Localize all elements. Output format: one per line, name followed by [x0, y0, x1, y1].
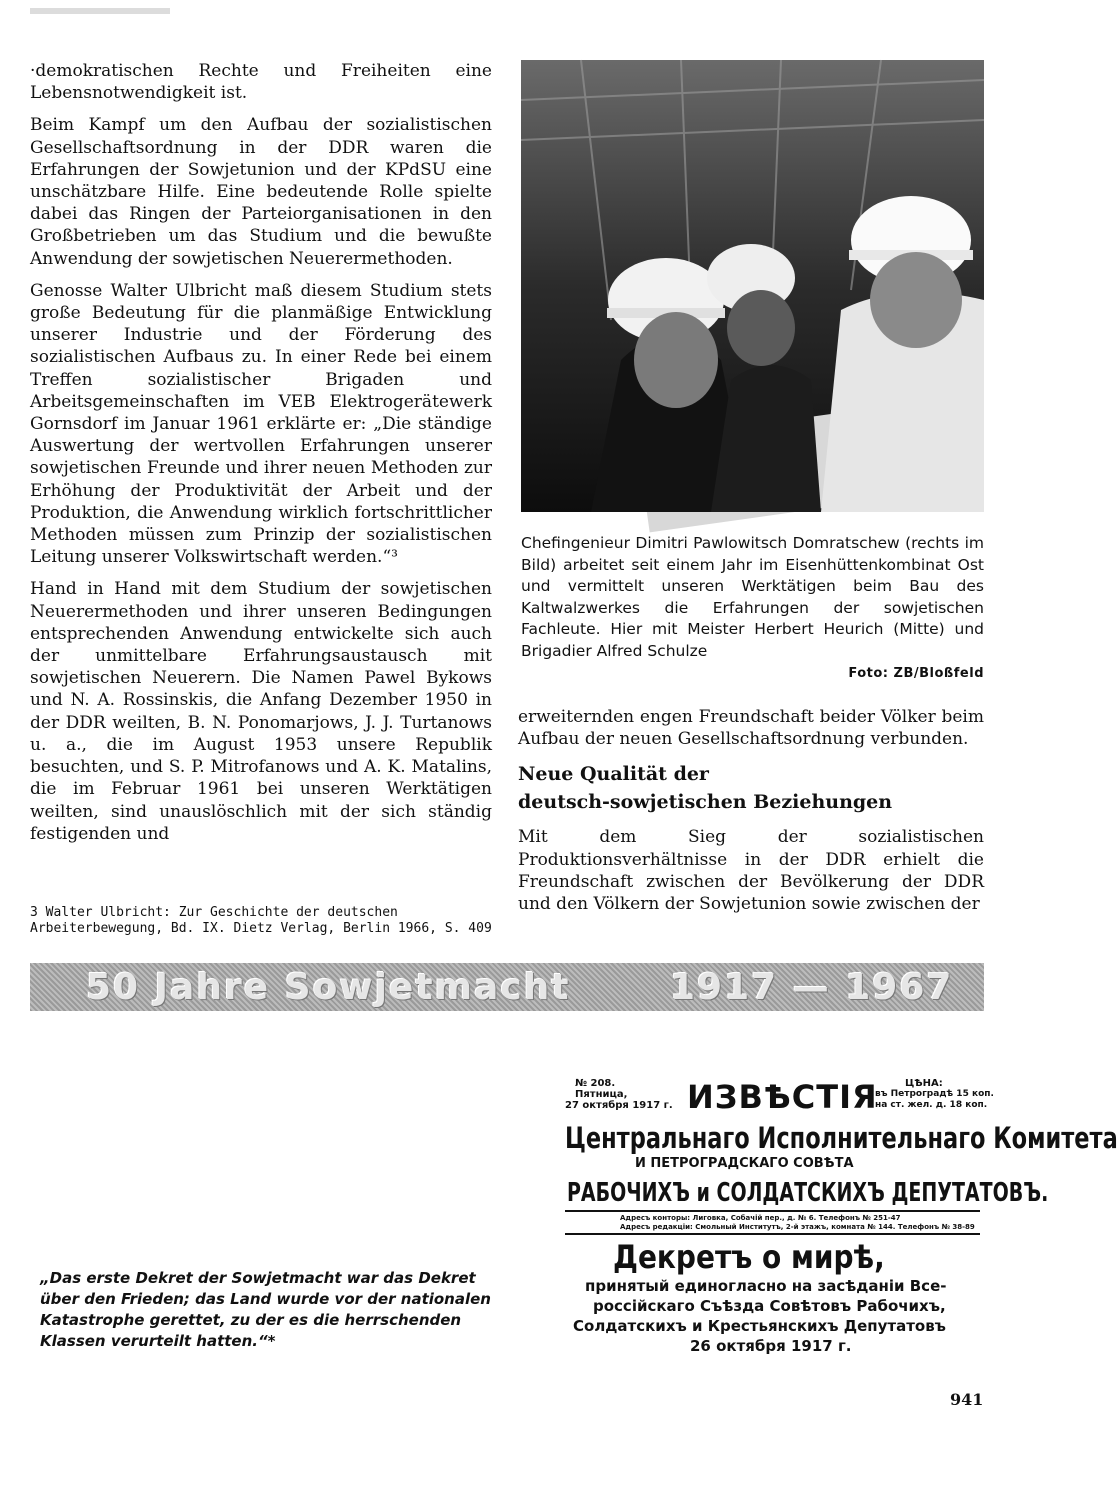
banner-left-text: 50 Jahre Sowjetmacht [86, 967, 571, 1008]
continuation-paragraph: erweiternden engen Freundschaft beider Völker beim Aufbau der neuen Gesellschaftsordnung verbunden. [518, 707, 984, 750]
lenin-quote: „Das erste Dekret der Sowjetmacht war das Dekret über den Frieden; das Land wurde vor der nationalen Katastrophe gerettet, zu der es die herrschenden Klassen verurteilt hatten.“* [40, 1269, 491, 1350]
decree-line-1: принятый единогласно на засѣданіи Все- [585, 1277, 947, 1295]
subtitle-soviet: И ПЕТРОГРАДСКАГО СОВѢТА [635, 1156, 854, 1171]
workers-photo [521, 60, 984, 512]
paragraph-3: Genosse Walter Ulbricht maß diesem Studium stets große Bedeutung für die planmäßige Entwicklung unserer Industrie und der Förderung des sozialistischen Aufbaus zu. In einer Rede bei einem Treffen sozialistischer Brigaden und Arbeitsgemeinschaften im VEB Elektrogerätewerk Gornsdorf im Januar 1961 erklärte er: „Die ständige Auswertung der wertvollen Erfahrungen unserer sowjetischen Freunde und ihrer neuen Methoden zur Erhöhung der Produktivität der Arbeit und der Produktion, die Anwendung wirklich fortschrittlicher Methoden müssen zum Prinzip der sozialistischen Leitung unserer Volkswirtschaft werden.“³ [30, 280, 492, 568]
left-column [30, 60, 492, 855]
masthead-rule [565, 1210, 980, 1212]
caption-text: Chefingenieur Dimitri Pawlowitsch Domratschew (rechts im Bild) arbeitet seit einem Jahr im Eisenhüttenkombinat Ost und vermittelt unseren Werktätigen beim Bau des Kaltwalzwerkes die Erfahrungen der sowjetischen Fachleute. Hier mit Meister Herbert Heurich (Mitte) und Brigadier Alfred Schulze [521, 534, 984, 660]
anniversary-banner [30, 963, 984, 1011]
paragraph-1: ·demokratischen Rechte und Freiheiten eine Lebensnotwendigkeit ist. [30, 61, 492, 104]
photo-caption [521, 533, 984, 684]
price-rail: на ст. жел. д. 18 коп. [875, 1100, 988, 1110]
issue-weekday: Пятница, [575, 1089, 628, 1100]
masthead-title: ИЗВѢСТІЯ [687, 1078, 878, 1116]
section-heading [518, 760, 984, 816]
decree-line-2: россійскаго Съѣзда Совѣтовъ Рабочихъ, [593, 1297, 946, 1315]
issue-number: № 208. [575, 1078, 616, 1089]
price-city: въ Петроградѣ 15 коп. [875, 1089, 994, 1099]
decree-title: Декретъ о мирѣ, [613, 1238, 885, 1276]
izvestia-facsimile [565, 1078, 1118, 1358]
footnote: 3 Walter Ulbricht: Zur Geschichte der deutschen Arbeiterbewegung, Bd. IX. Dietz Verlag, Berlin 1966, S. 409 [30, 905, 492, 936]
scan-top-mark [30, 8, 170, 14]
banner-right-text: 1917 — 1967 [670, 967, 954, 1008]
paragraph-2: Beim Kampf um den Aufbau der sozialistischen Gesellschaftsordnung in der DDR waren die Erfahrungen der Sowjetunion und der KPdSU eine unschätzbare Hilfe. Eine bedeutende Rolle spielte dabei das Ringen der Parteiorganisationen in den Großbetrieben um das Studium und die bewußte Anwendung der sowjetischen Neuerermethoden. [30, 115, 492, 269]
paragraph-4: Hand in Hand mit dem Studium der sowjetischen Neuerermethoden und ihrer unseren Bedingungen entsprechenden Anwendung entwickelte sich auch der unmittelbare Erfahrungsaustausch mit sowjetischen Neuerern. Die Namen Pawel Bykows und N. A. Rossinskis, die Anfang Dezember 1950 in der DDR weilten, B. N. Ponomarjows, J. J. Turtanows u. a., die im August 1953 unsere Republik besuchten, und S. P. Mitrofanows und A. K. Matalins, die im Februar 1961 bei unseren Werktätigen weilten, sind unauslöschlich mit der sich ständig festigenden und [30, 579, 492, 844]
subtitle-deputies: РАБОЧИХЪ и СОЛДАТСКИХЪ ДЕПУТАТОВЪ. [567, 1178, 1049, 1208]
section-paragraph: Mit dem Sieg der sozialistischen Produktionsverhältnisse in der DDR erhielt die Freundschaft zwischen der Bevölkerung der DDR und den Völkern der Sowjetunion sowie zwischen der [518, 827, 984, 915]
decree-line-4: 26 октября 1917 г. [690, 1337, 852, 1355]
address-editorial: Адресъ редакціи: Смольный Институтъ, 2-й этажъ, комната № 144. Телефонъ № 38-89 [620, 1223, 975, 1231]
decree-line-3: Солдатскихъ и Крестьянскихъ Депутатовъ [573, 1317, 946, 1335]
heading-line-1: Neue Qualität der [518, 763, 709, 786]
heading-line-2: deutsch-sowjetischen Beziehungen [518, 791, 893, 814]
subtitle-committee: Центральнаго Исполнительнаго Комитета [565, 1122, 1118, 1156]
photo-credit: Foto: ZB/Bloßfeld [848, 665, 984, 681]
right-column [518, 706, 984, 925]
price-label: ЦѢНА: [905, 1078, 943, 1089]
workers-photo-illustration [521, 60, 984, 512]
issue-date: 27 октября 1917 г. [565, 1100, 673, 1111]
page-number: 941 [950, 1390, 984, 1409]
address-rule [565, 1233, 980, 1235]
address-office: Адресъ конторы: Лиговка, Собачій пер., д. № 6. Телефонъ № 251-47 [620, 1214, 901, 1222]
